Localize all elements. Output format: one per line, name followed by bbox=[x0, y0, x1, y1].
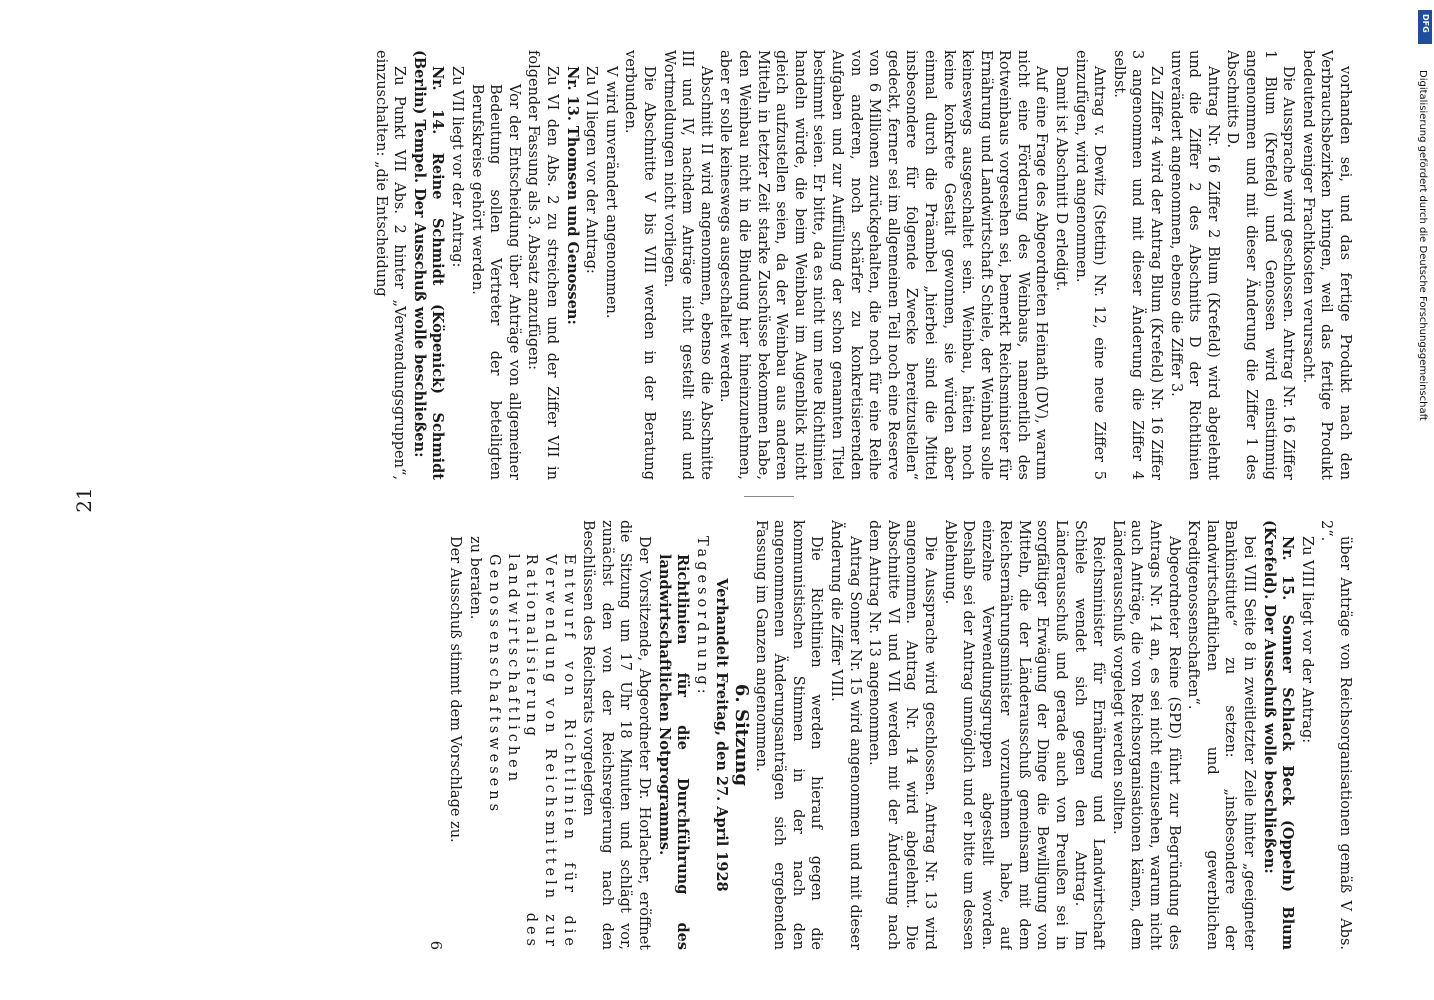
paragraph: Antrag Nr. 16 Ziffer 2 Blum (Krefeld) wird abgelehnt und die Ziffer 2 des Abschnitts D der Richtlinien unverändert angenommen, ebenso die Ziffer 3. bbox=[1167, 50, 1221, 480]
session-title: 6. Sitzung bbox=[731, 683, 752, 787]
sidebar-credit bbox=[1416, 10, 1430, 990]
draft-tail: zu beraten. bbox=[466, 536, 483, 620]
paragraph: vorhanden sei, und das fertige Produkt nach den Verbrauchsbezirken bringen, weil das fertige Produkt bedeutend weniger Frachtkosten verursacht. bbox=[1299, 50, 1353, 480]
paragraph: Antrag Sonner Nr. 15 wird angenommen und mit dieser Änderung die Ziffer VIII. bbox=[827, 520, 863, 950]
session-closing: Der Ausschuß stimmt dem Vorschlage zu. bbox=[447, 536, 464, 843]
paragraph: Damit ist Abschnitt D erledigt. bbox=[1053, 66, 1070, 292]
motion-13-heading: Nr. 13. Thomsen und Genossen: bbox=[563, 66, 581, 325]
paragraph: Abschnitt II wird angenommen, ebenso die Abschnitte III und IV, nachdem Anträge nicht gestellt sind und Wortmeldungen nicht vorliegen. bbox=[660, 50, 714, 480]
agenda-item: Richtlinien für die Durchführung des landwirtschaftlichen Notprogramms. bbox=[655, 554, 692, 950]
vii-intro: Zu VII liegt vor der Antrag: bbox=[449, 66, 466, 268]
motion-13-quote: Vor der Entscheidung über Anträge von allgemeiner Bedeutung sollen Vertreter der beteiligten Berufskreise gehört werden. bbox=[468, 84, 522, 480]
session-date: Verhandelt Freitag, den 27. April 1928 bbox=[713, 578, 731, 892]
left-column bbox=[114, 50, 1354, 480]
motion-15-heading: Nr. 15. Sonner Schlack Beck (Oppeln) Blum (Krefeld). Der Ausschuß wolle beschließen: bbox=[1260, 520, 1297, 950]
paragraph: Die Aussprache wird geschlossen. Antrag Nr. 13 wird angenommen. Antrag Nr. 14 wird abgelehnt. Die Abschnitte VI und VII werden mit der Änderung nach dem Antrag Nr. 13 angenommen. bbox=[866, 520, 938, 950]
footer-mark: 6 bbox=[427, 940, 444, 950]
dfg-logo-text: DFG bbox=[1421, 14, 1430, 33]
paragraph: Abgeordneter Reine (SPD) führt zur Begründung des Antrags Nr. 14 an, es sei nicht einzusehen, warum nicht auch Anträge, die von Reichsorganisationen kämen, dem Länderausschuß vorgelegt werden sollten. bbox=[1109, 520, 1182, 950]
paragraph: über Anträge von Reichsorganisationen gemäß V Abs. 2“. bbox=[1318, 520, 1353, 950]
motion-13-body: Zu VI den Abs. 2 zu streichen und der Ziffer VII in folgender Fassung als 3. Absatz anzufügen: bbox=[525, 50, 561, 480]
page-number: 21 bbox=[72, 487, 96, 513]
paragraph: Zu VI liegen vor der Antrag: bbox=[583, 66, 600, 274]
paragraph: Antrag v. Dewitz (Stettin) Nr. 12, eine neue Ziffer 5 einzufügen, wird angenommen. bbox=[1072, 50, 1108, 480]
sidebar-credit-text: Digitalisierung gefördert durch die Deutsche Forschungsgemeinschaft bbox=[1417, 70, 1428, 421]
column-divider bbox=[744, 496, 794, 497]
paragraph: Zu VIII liegt vor der Antrag: bbox=[1298, 536, 1315, 744]
paragraph: bei VIII Seite 8 in zweitletzter Zeile hinter „geeigneter Bankinstitute“ zu setzen: „insbesondere der landwirtschaftlichen und gewerblichen Kreditgenossenschaften“. bbox=[1185, 520, 1258, 950]
paragraph: Reichsminister für Ernährung und Landwirtschaft Schiele wendet sich gegen den Antrag. Im Länderausschuß und gerade auch von Preußen sei in sorgfältiger Erwägung der Dinge die Bewilligung von Mitteln, die der Länderausschuß gemeinsam mit dem Reichsernährungsminister vorzunehmen habe, auf einzelne Verwendungsgruppen abgestellt worden. Deshalb sei der Antrag unmöglich und er bitte um dessen Ablehnung. bbox=[941, 520, 1107, 950]
paragraph: Die Abschnitte V bis VIII werden in der Beratung verbunden. bbox=[622, 50, 658, 480]
paragraph: Die Richtlinien werden hierauf gegen die kommunistischen Stimmen in der nach den angenommenen Änderungsanträgen sich ergebenden Fassung im Ganzen angenommen. bbox=[752, 520, 825, 950]
right-column bbox=[114, 520, 1354, 950]
agenda-label: Tagesordnung: bbox=[693, 536, 710, 698]
motion-14-heading: Nr. 14. Reine Schmidt (Köpenick) Schmidt (Berlin) Tempel. Der Ausschuß wolle beschließen: bbox=[410, 50, 447, 480]
paragraph: Zu Ziffer 4 wird der Antrag Blum (Krefeld) Nr. 16 Ziffer 3 angenommen und mit dieser Änderung die Ziffer 4 selbst. bbox=[1110, 50, 1165, 480]
session-opening: Der Vorsitzende, Abgeordneter Dr. Horlacher, eröffnet die Sitzung um 17 Uhr 18 Minuten und schlägt vor, zunächst den von der Reichsregierung nach den Beschlüssen des Reichsrats vorgelegten bbox=[580, 520, 653, 950]
draft-title: Entwurf von Richtlinien für die Verwendung von Reichsmitteln zur Rationalisierung des landwirtschaftlichen Genossenschaftswesens bbox=[486, 554, 577, 950]
paragraph: Auf eine Frage des Abgeordneten Heinath (DV), warum nicht eine Förderung des Weinbaus, namentlich des Rotweinbaus vorgesehen sei, bemerkt Reichsminister für Ernährung und Landwirtschaft Schiele, der Weinbau solle keineswegs ausgeschaltet sein. Weinbau, hätten noch keine konkrete Gestalt gewonnen, sie würden aber einmal durch die Präambel „hierbei sind die Mittel insbesondere für folgende Zwecke bereitzustellen“ gedeckt, ferner sei im allgemeinen Teil noch eine Reserve von 6 Millionen zurückgehalten, die noch für eine Reihe von anderen, noch schärfer zu konkretisierenden Aufgaben und zur Auffüllung der schon genannten Titel bestimmt seien. Er bitte, da es nicht um neue Richtlinien handeln würde, die beim Weinbau im Augenblick nicht gleich aufzustellen seien, da der Weinbau aus anderen Mitteln in letzter Zeit starke Zuschüsse bekommen habe, den Weinbau nicht in die Bindung hier hineinzunehmen, aber er solle keineswegs ausgeschaltet werden. bbox=[717, 50, 1050, 480]
paragraph: V wird unverändert angenommen. bbox=[602, 66, 619, 319]
paragraph: Die Aussprache wird geschlossen. Antrag Nr. 16 Ziffer 1 Blum (Krefeld) und Genossen wird einstimmig angenommen und mit dieser Änderung die Ziffer 1 des Abschnitts D. bbox=[1224, 50, 1297, 480]
motion-14-body: Zu Punkt VII Abs. 2 hinter „Verwendungsgruppen“, einzuschalten: „die Entscheidung bbox=[372, 50, 408, 480]
